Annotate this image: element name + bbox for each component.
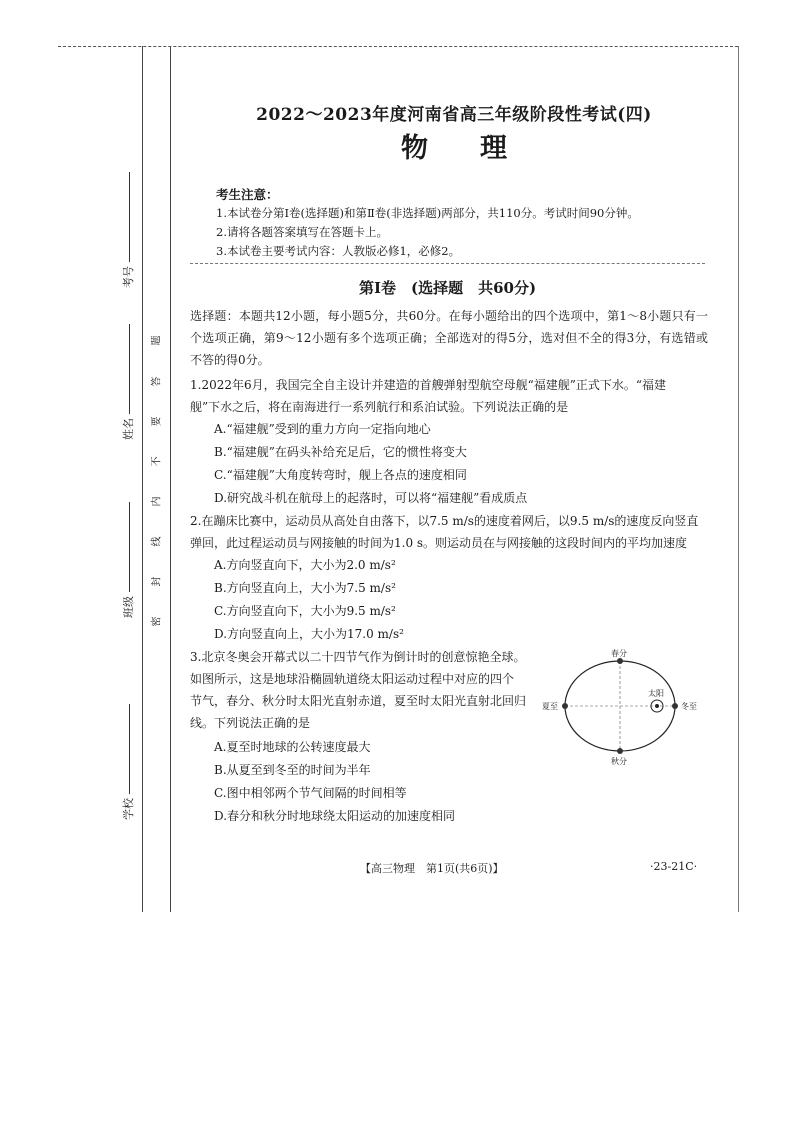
label-summer: 夏至 [542, 702, 558, 711]
exam-title: 2022～2023年度河南省高三年级阶段性考试(四) [256, 105, 652, 125]
label-sun: 太阳 [648, 689, 664, 698]
question-3-option-d: D.春分和秋分时地球绕太阳运动的加速度相同 [214, 809, 456, 823]
seal-char: 答 [151, 376, 163, 387]
orbit-diagram [540, 644, 700, 770]
orbit-svg [540, 644, 700, 770]
page-right-edge [738, 46, 739, 912]
page-footer: 【高三物理 第1页(共6页)】 [360, 862, 504, 875]
question-2-option-a: A.方向竖直向下，大小为2.0 m/s² [214, 558, 396, 572]
question-1-stem: 舰”下水之后，将在南海进行一系列航行和系泊试验。下列说法正确的是 [190, 400, 569, 414]
seal-char: 线 [151, 536, 163, 547]
label-autumn: 秋分 [611, 757, 627, 766]
paper-code: ·23-21C· [650, 860, 698, 873]
seal-char: 题 [151, 335, 163, 346]
label-winter: 冬至 [681, 702, 697, 711]
question-3-option-a: A.夏至时地球的公转速度最大 [214, 740, 371, 754]
question-3-option-c: C.图中相邻两个节气间隔的时间相等 [214, 786, 407, 800]
question-2-stem: 2.在蹦床比赛中，运动员从高处自由落下，以7.5 m/s的速度着网后，以9.5 m/s的速度反向竖直 [190, 514, 699, 528]
exam-number-field: 考号 [120, 172, 136, 288]
summer-point [562, 703, 568, 709]
question-2-option-c: C.方向竖直向下，大小为9.5 m/s² [214, 604, 396, 618]
question-3-option-b: B.从夏至到冬至的时间为半年 [214, 763, 371, 777]
top-dashed-border [58, 46, 738, 47]
binding-line [142, 46, 143, 912]
seal-char: 不 [151, 456, 163, 467]
notice-item: 3.本试卷主要考试内容：人教版必修1，必修2。 [216, 244, 461, 258]
label-spring: 春分 [611, 649, 627, 658]
fill-line [129, 172, 130, 262]
notice-item: 1.本试卷分第Ⅰ卷(选择题)和第Ⅱ卷(非选择题)两部分，共110分。考试时间90分钟。 [216, 206, 639, 220]
seal-char: 封 [151, 576, 163, 587]
question-1-option-d: D.研究战斗机在航母上的起落时，可以将“福建舰”看成质点 [214, 491, 528, 505]
question-1-option-c: C.“福建舰”大角度转弯时，舰上各点的速度相同 [214, 468, 467, 482]
section-instructions: 选择题：本题共12小题，每小题5分，共60分。在每小题给出的四个选项中，第1～8小题只有一个选项正确，第9～12小题有多个选项正确；全部选对的得5分，选对但不全的得3分，有选错或不答的得0分。 [190, 309, 708, 367]
school-field: 学校 [120, 704, 136, 820]
notice-heading: 考生注意： [216, 187, 279, 202]
sun-center [655, 704, 659, 708]
fill-line [129, 324, 130, 414]
question-3-stem: 3.北京冬奥会开幕式以二十四节气作为倒计时的创意惊艳全球。 如图所示，这是地球沿椭圆轨道绕太阳运动过程中对应的四个 节气，春分、秋分时太阳光直射赤道，夏至时太阳光直射北回归 线。下列说法正确的是 [190, 650, 527, 730]
class-field: 班级 [120, 502, 136, 618]
subject-title: 物理 [401, 133, 559, 164]
seal-char: 内 [151, 496, 163, 507]
question-2-stem: 弹回，此过程运动员与网接触的时间为1.0 s。则运动员在与网接触的这段时间内的平均加速度 [190, 536, 688, 550]
question-1-option-a: A.“福建舰”受到的重力方向一定指向地心 [214, 422, 431, 436]
question-2-option-d: D.方向竖直向上，大小为17.0 m/s² [214, 627, 404, 641]
binding-line [170, 46, 171, 912]
seal-char: 密 [151, 616, 163, 627]
candidate-notice [216, 185, 639, 261]
question-1-stem: 1.2022年6月，我国完全自主设计并建造的首艘弹射型航空母舰“福建舰”正式下水。“福建 [190, 378, 667, 392]
question-1-option-b: B.“福建舰”在码头补给充足后，它的惯性将变大 [214, 445, 467, 459]
question-2-option-b: B.方向竖直向上，大小为7.5 m/s² [214, 581, 396, 595]
name-field: 姓名 [120, 324, 136, 440]
autumn-point [617, 748, 623, 754]
fill-line [129, 502, 130, 592]
divider [190, 263, 705, 264]
fill-line [129, 704, 130, 794]
notice-item: 2.请将各题答案填写在答题卡上。 [216, 225, 388, 239]
section-title: 第Ⅰ卷 (选择题 共60分) [358, 279, 537, 297]
winter-point [672, 703, 678, 709]
seal-char: 要 [151, 416, 163, 427]
